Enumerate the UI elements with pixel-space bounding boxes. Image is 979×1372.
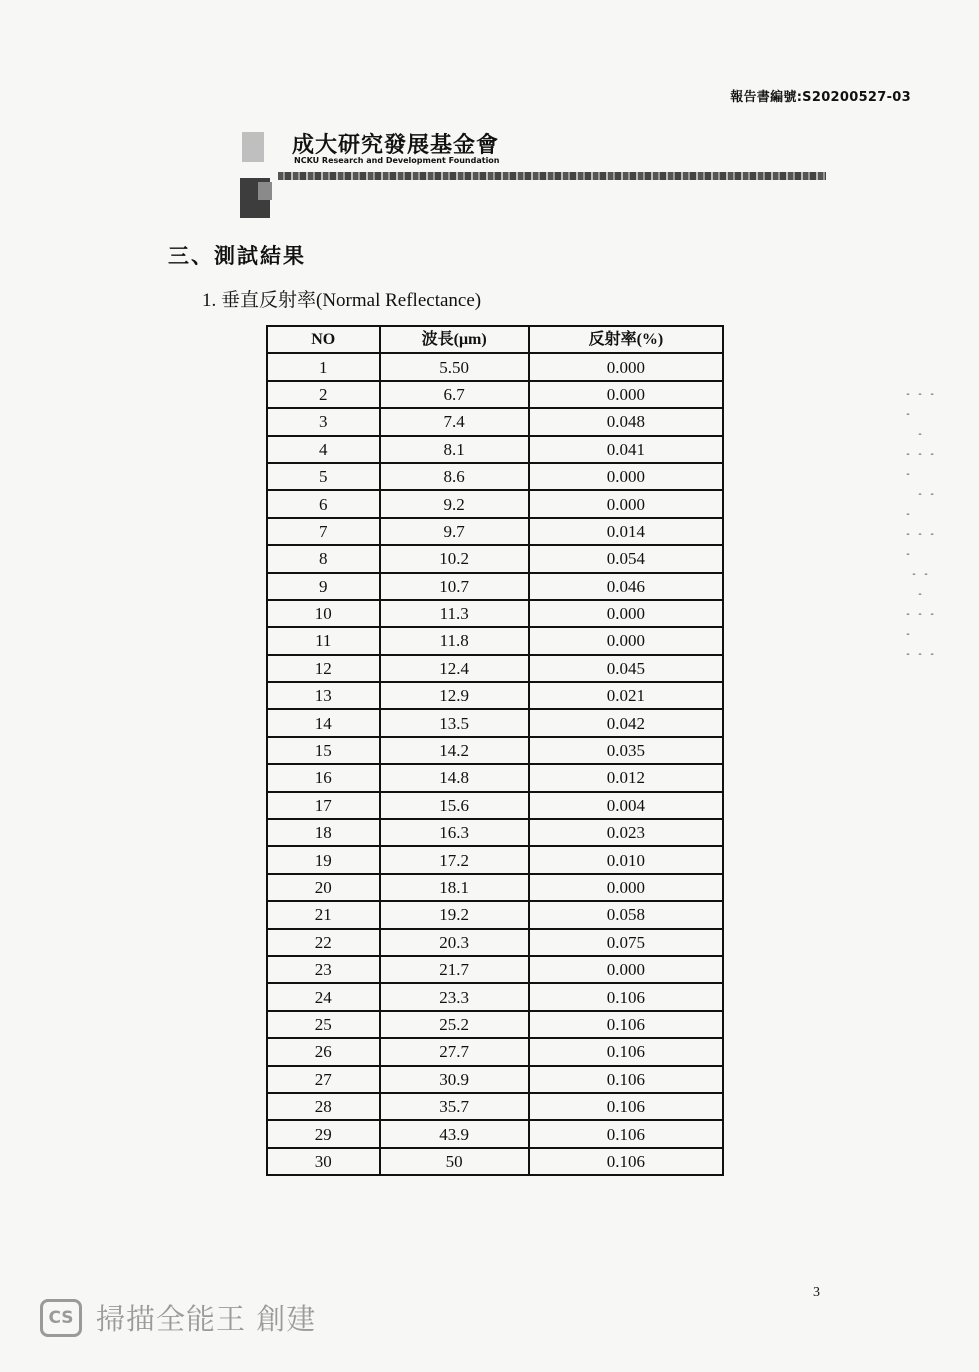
cell-wavelength: 14.2 xyxy=(380,737,529,764)
cell-no: 1 xyxy=(267,353,380,380)
cell-no: 15 xyxy=(267,737,380,764)
cell-wavelength: 7.4 xyxy=(380,408,529,435)
cell-no: 10 xyxy=(267,600,380,627)
table-row xyxy=(267,709,723,736)
cell-wavelength: 30.9 xyxy=(380,1066,529,1093)
cell-reflectance: 0.000 xyxy=(529,874,723,901)
cell-wavelength: 10.2 xyxy=(380,545,529,572)
table-header-row xyxy=(267,326,723,353)
header-rule xyxy=(278,172,826,180)
cell-wavelength: 27.7 xyxy=(380,1038,529,1065)
table-row xyxy=(267,353,723,380)
cell-reflectance: 0.000 xyxy=(529,627,723,654)
table-row xyxy=(267,1120,723,1147)
cell-no: 17 xyxy=(267,792,380,819)
table-row xyxy=(267,436,723,463)
table-row xyxy=(267,682,723,709)
table-row xyxy=(267,846,723,873)
table-row xyxy=(267,490,723,517)
cell-wavelength: 18.1 xyxy=(380,874,529,901)
cell-no: 12 xyxy=(267,655,380,682)
cell-reflectance: 0.106 xyxy=(529,1066,723,1093)
table-row xyxy=(267,655,723,682)
cell-no: 6 xyxy=(267,490,380,517)
table-row xyxy=(267,600,723,627)
cell-reflectance: 0.000 xyxy=(529,956,723,983)
table-row xyxy=(267,901,723,928)
table-row xyxy=(267,545,723,572)
section-title: 三、測試結果 xyxy=(168,243,306,268)
cell-reflectance: 0.075 xyxy=(529,929,723,956)
cell-wavelength: 12.9 xyxy=(380,682,529,709)
cell-no: 9 xyxy=(267,573,380,600)
cell-no: 22 xyxy=(267,929,380,956)
cell-reflectance: 0.014 xyxy=(529,518,723,545)
table-row xyxy=(267,1011,723,1038)
cell-no: 26 xyxy=(267,1038,380,1065)
cell-no: 24 xyxy=(267,983,380,1010)
table-row xyxy=(267,381,723,408)
cell-no: 27 xyxy=(267,1066,380,1093)
reflectance-table xyxy=(266,325,724,1176)
cell-wavelength: 25.2 xyxy=(380,1011,529,1038)
cell-no: 30 xyxy=(267,1148,380,1175)
cell-wavelength: 11.3 xyxy=(380,600,529,627)
cell-wavelength: 21.7 xyxy=(380,956,529,983)
margin-dash-marks: - - - - - - - - - - - - - - - - - - - - - - - - - - xyxy=(905,389,936,660)
organization-name: 成大研究發展基金會 xyxy=(292,132,500,158)
cell-reflectance: 0.106 xyxy=(529,1011,723,1038)
cell-reflectance: 0.106 xyxy=(529,1093,723,1120)
cell-reflectance: 0.000 xyxy=(529,353,723,380)
cell-no: 18 xyxy=(267,819,380,846)
cell-reflectance: 0.054 xyxy=(529,545,723,572)
cell-reflectance: 0.000 xyxy=(529,600,723,627)
cell-reflectance: 0.000 xyxy=(529,463,723,490)
cell-wavelength: 20.3 xyxy=(380,929,529,956)
watermark-text: 掃描全能王 創建 xyxy=(96,1302,317,1336)
cell-wavelength: 9.7 xyxy=(380,518,529,545)
cell-reflectance: 0.048 xyxy=(529,408,723,435)
cell-wavelength: 14.8 xyxy=(380,764,529,791)
cell-reflectance: 0.106 xyxy=(529,1148,723,1175)
table-row xyxy=(267,1093,723,1120)
cell-no: 21 xyxy=(267,901,380,928)
table-row xyxy=(267,463,723,490)
cell-wavelength: 9.2 xyxy=(380,490,529,517)
foundation-logo xyxy=(240,130,282,220)
table-row xyxy=(267,819,723,846)
cell-no: 25 xyxy=(267,1011,380,1038)
cell-wavelength: 43.9 xyxy=(380,1120,529,1147)
table-row xyxy=(267,792,723,819)
cell-no: 13 xyxy=(267,682,380,709)
cell-reflectance: 0.021 xyxy=(529,682,723,709)
cell-wavelength: 8.6 xyxy=(380,463,529,490)
column-header-no: NO xyxy=(267,326,380,353)
cell-wavelength: 8.1 xyxy=(380,436,529,463)
table-row xyxy=(267,1148,723,1175)
cell-reflectance: 0.010 xyxy=(529,846,723,873)
cell-wavelength: 12.4 xyxy=(380,655,529,682)
cell-reflectance: 0.041 xyxy=(529,436,723,463)
cell-wavelength: 17.2 xyxy=(380,846,529,873)
subsection-title: 1. 垂直反射率(Normal Reflectance) xyxy=(202,290,482,311)
cell-reflectance: 0.004 xyxy=(529,792,723,819)
scanner-watermark xyxy=(40,1297,316,1338)
table-row xyxy=(267,956,723,983)
column-header-wavelength: 波長(μm) xyxy=(380,326,529,353)
column-header-reflectance: 反射率(%) xyxy=(529,326,723,353)
cell-no: 20 xyxy=(267,874,380,901)
table-row xyxy=(267,627,723,654)
table-row xyxy=(267,573,723,600)
cell-no: 3 xyxy=(267,408,380,435)
report-number: 報告書編號:S20200527-03 xyxy=(730,90,911,105)
cell-reflectance: 0.046 xyxy=(529,573,723,600)
camscanner-logo-icon: CS xyxy=(40,1299,82,1337)
cell-no: 29 xyxy=(267,1120,380,1147)
cell-wavelength: 13.5 xyxy=(380,709,529,736)
cell-no: 14 xyxy=(267,709,380,736)
cell-wavelength: 23.3 xyxy=(380,983,529,1010)
table-row xyxy=(267,764,723,791)
cell-wavelength: 35.7 xyxy=(380,1093,529,1120)
table-row xyxy=(267,929,723,956)
cell-no: 4 xyxy=(267,436,380,463)
table-row xyxy=(267,874,723,901)
table-row xyxy=(267,408,723,435)
cell-no: 23 xyxy=(267,956,380,983)
table-row xyxy=(267,737,723,764)
cell-no: 19 xyxy=(267,846,380,873)
cell-reflectance: 0.058 xyxy=(529,901,723,928)
cell-wavelength: 11.8 xyxy=(380,627,529,654)
cell-wavelength: 5.50 xyxy=(380,353,529,380)
cell-reflectance: 0.106 xyxy=(529,1120,723,1147)
table-row xyxy=(267,983,723,1010)
cell-reflectance: 0.000 xyxy=(529,490,723,517)
cell-wavelength: 6.7 xyxy=(380,381,529,408)
cell-reflectance: 0.012 xyxy=(529,764,723,791)
cell-reflectance: 0.000 xyxy=(529,381,723,408)
cell-reflectance: 0.106 xyxy=(529,1038,723,1065)
cell-wavelength: 10.7 xyxy=(380,573,529,600)
cell-wavelength: 50 xyxy=(380,1148,529,1175)
cell-no: 5 xyxy=(267,463,380,490)
cell-no: 16 xyxy=(267,764,380,791)
cell-wavelength: 15.6 xyxy=(380,792,529,819)
cell-wavelength: 19.2 xyxy=(380,901,529,928)
table-row xyxy=(267,1066,723,1093)
cell-no: 7 xyxy=(267,518,380,545)
cell-reflectance: 0.106 xyxy=(529,983,723,1010)
cell-no: 28 xyxy=(267,1093,380,1120)
cell-reflectance: 0.045 xyxy=(529,655,723,682)
cell-reflectance: 0.023 xyxy=(529,819,723,846)
cell-no: 8 xyxy=(267,545,380,572)
cell-reflectance: 0.035 xyxy=(529,737,723,764)
cell-no: 2 xyxy=(267,381,380,408)
table-row xyxy=(267,518,723,545)
table-row xyxy=(267,1038,723,1065)
organization-subtitle: NCKU Research and Development Foundation xyxy=(294,156,500,165)
page-number: 3 xyxy=(813,1285,820,1300)
cell-reflectance: 0.042 xyxy=(529,709,723,736)
cell-wavelength: 16.3 xyxy=(380,819,529,846)
cell-no: 11 xyxy=(267,627,380,654)
